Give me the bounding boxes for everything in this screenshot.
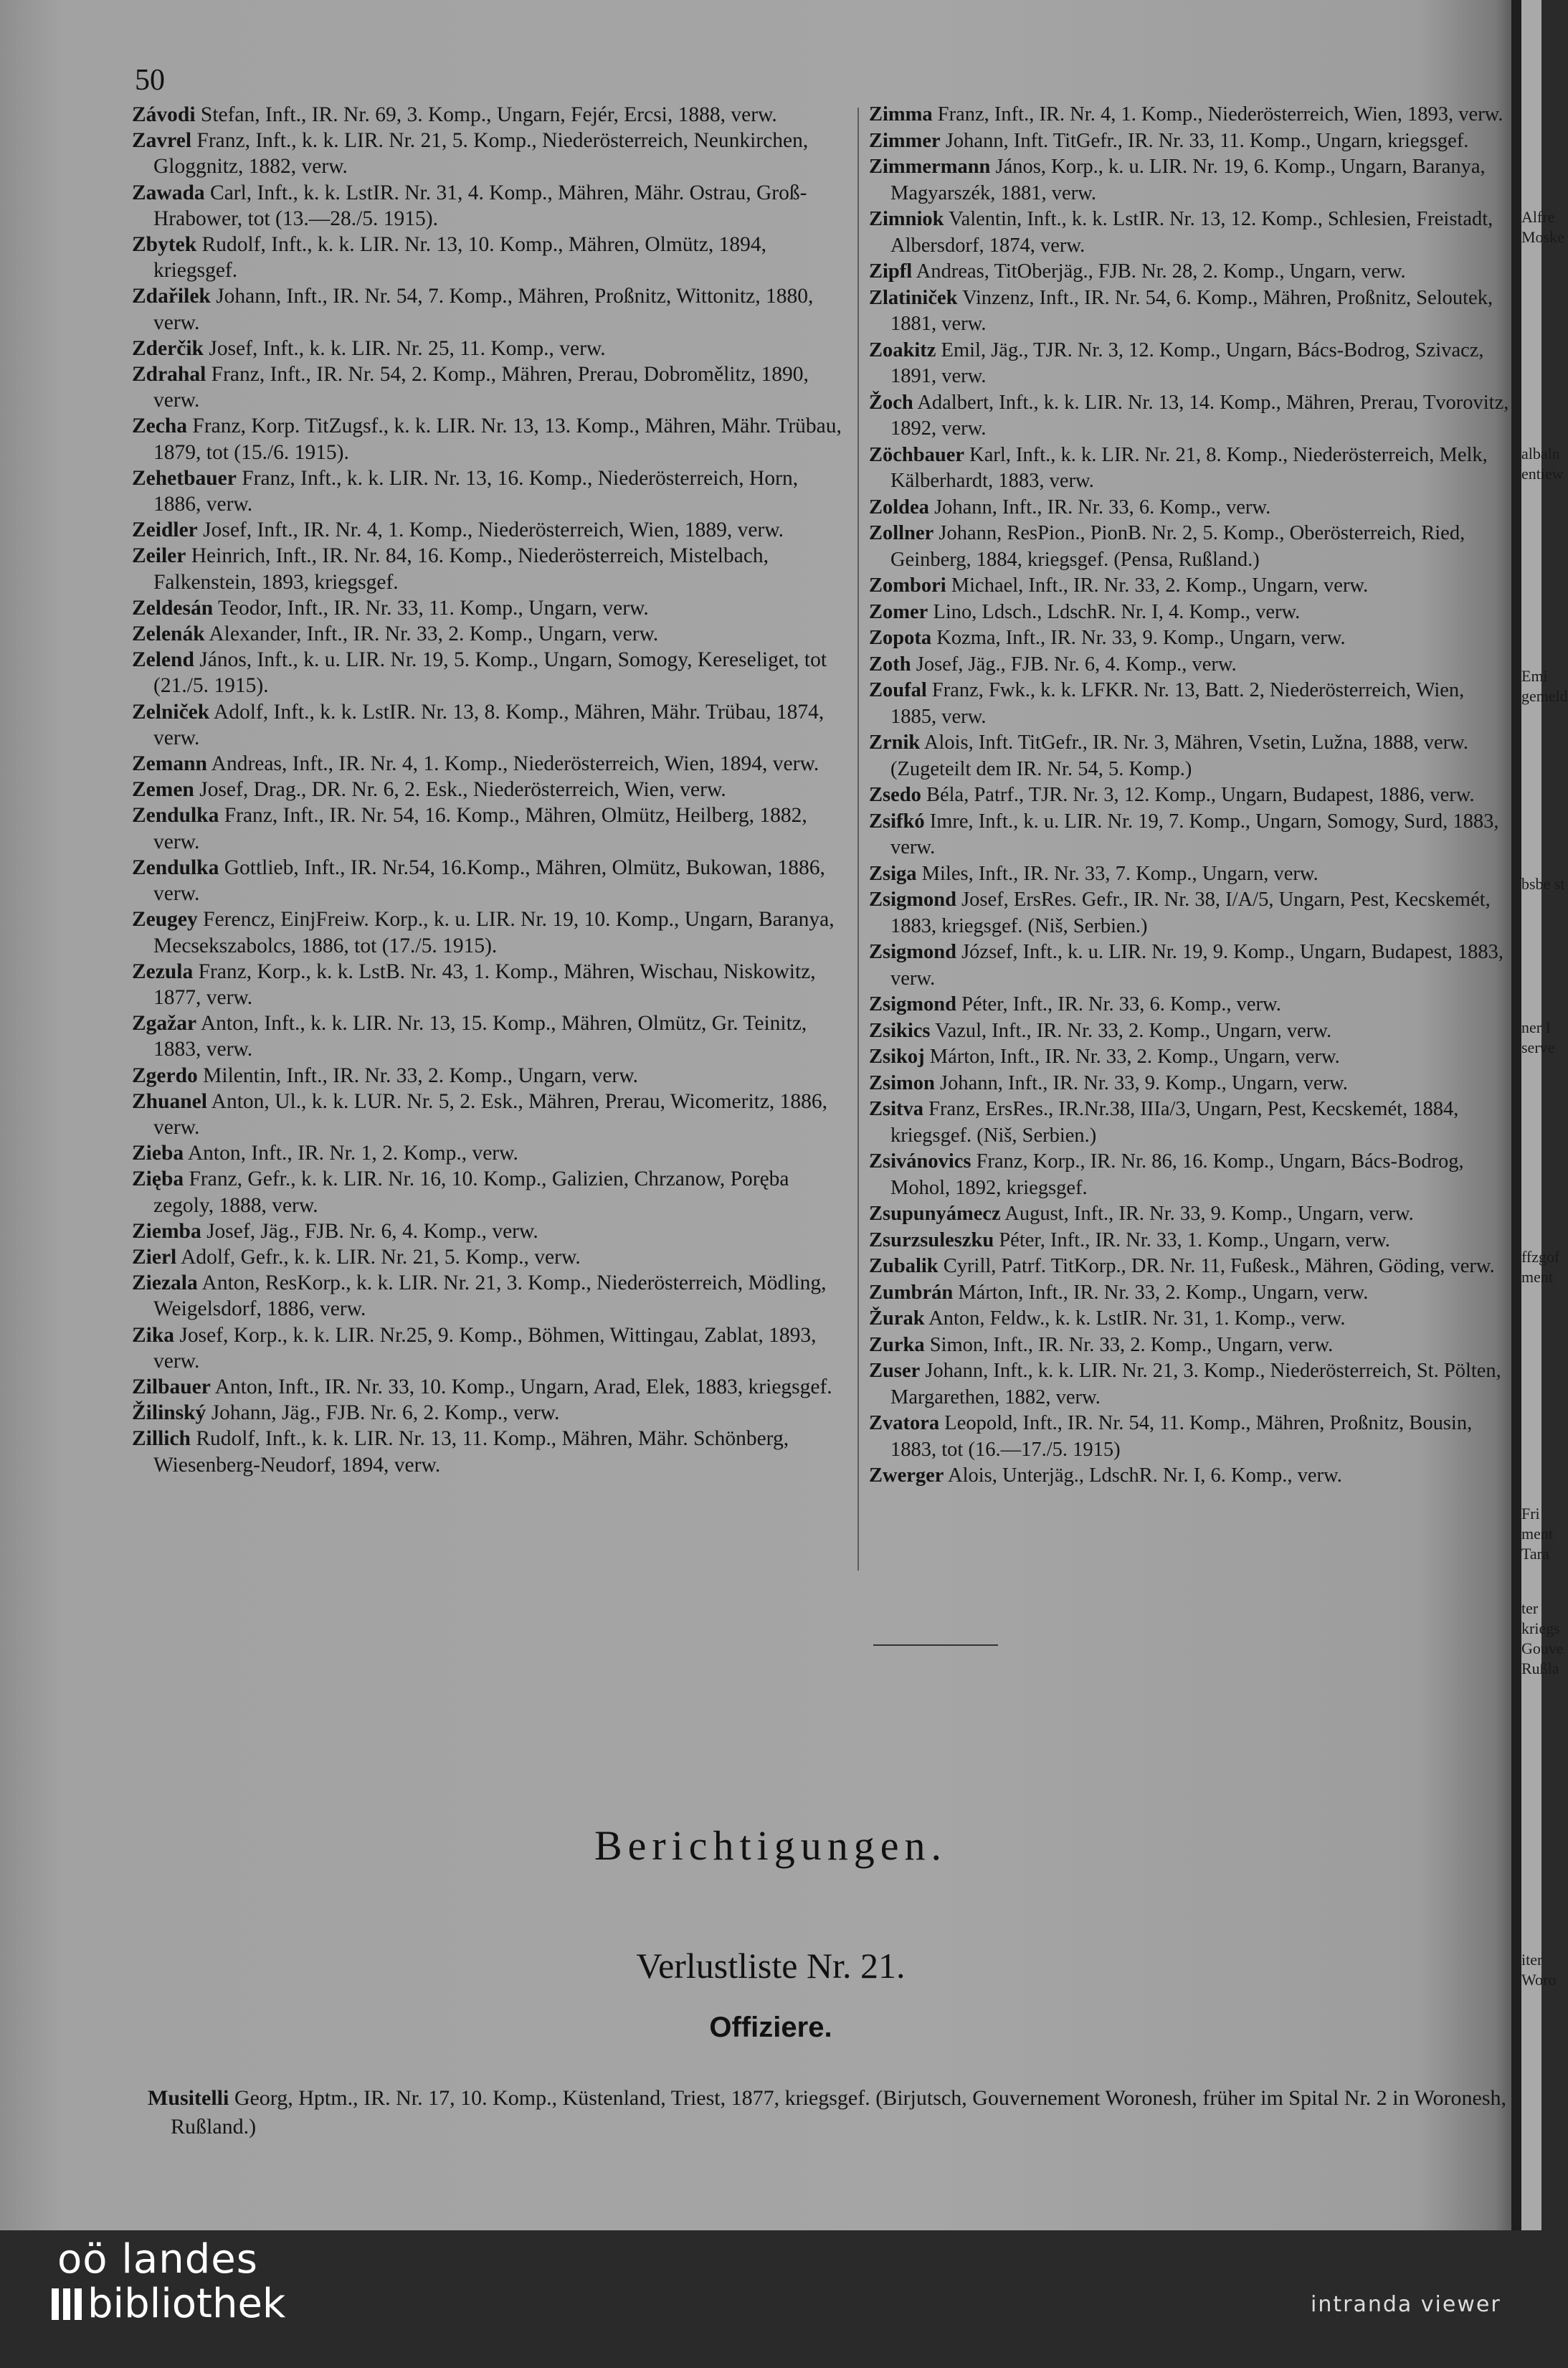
- entry-details: János, Korp., k. u. LIR. Nr. 19, 6. Komp., Ungarn, Baranya, Magyarszék, 1881, verw.: [890, 156, 1486, 204]
- casualty-entry: [132, 180, 849, 232]
- casualty-entry: [132, 1374, 849, 1400]
- entry-surname: Zavrel: [132, 129, 192, 153]
- adjacent-page-text-fragment: bsbe st: [1521, 875, 1565, 893]
- entry-surname: Zillich: [132, 1427, 191, 1451]
- casualty-entry: [869, 652, 1514, 678]
- entry-surname: Zeiler: [132, 544, 186, 568]
- adjacent-page-text-fragment: albaln: [1521, 445, 1560, 463]
- casualty-entry: [869, 1071, 1514, 1097]
- entry-details: Adolf, Gefr., k. k. LIR. Nr. 21, 5. Komp., verw.: [176, 1245, 581, 1269]
- adjacent-page-text-fragment: ter: [1521, 1599, 1539, 1617]
- adjacent-page-text-fragment: ment: [1521, 1525, 1553, 1543]
- entry-surname: Zderčik: [132, 336, 204, 360]
- entry-details: Ferencz, EinjFreiw. Korp., k. u. LIR. Nr. 19, 10. Komp., Ungarn, Baranya, Mecsekszabolcs, 1886, tot (17./5. 1915).: [153, 908, 835, 957]
- adjacent-page-text-fragment: serve: [1521, 1038, 1555, 1056]
- adjacent-page-text-fragment: ffzgof: [1521, 1248, 1560, 1266]
- page-number: 50: [135, 64, 165, 97]
- book-spine-gutter: [1511, 0, 1521, 2230]
- logo-bars-icon: [52, 2288, 82, 2320]
- entry-surname: Zemen: [132, 778, 194, 802]
- entry-surname: Zeidler: [132, 518, 198, 542]
- entry-surname: Zsedo: [869, 784, 921, 806]
- entry-details: Heinrich, Inft., IR. Nr. 84, 16. Komp., Niederösterreich, Mistelbach, Falkenstein, 1893, kriegsgef.: [153, 544, 769, 594]
- entry-surname: Zsivánovics: [869, 1150, 971, 1173]
- entry-surname: Zeldesán: [132, 596, 214, 620]
- casualty-entry: [132, 1218, 849, 1244]
- entry-surname: Zuser: [869, 1360, 921, 1382]
- casualty-entry: [132, 1426, 849, 1477]
- entry-details: Anton, Feldw., k. k. LstIR. Nr. 31, 1. Komp., verw.: [924, 1307, 1346, 1330]
- list-title: Verlustliste Nr. 21.: [636, 1946, 906, 1986]
- entry-surname: Zoth: [869, 653, 911, 676]
- casualty-entry: [132, 1010, 849, 1062]
- casualty-entry: [869, 521, 1514, 573]
- logo-line-2-row: [52, 2282, 285, 2326]
- entry-details: Valentin, Inft., k. k. LstIR. Nr. 13, 12. Komp., Schlesien, Freistadt, Albersdorf, 1874, verw.: [890, 208, 1493, 257]
- casualty-entry: [132, 413, 849, 465]
- casualty-entry: [132, 361, 849, 413]
- casualty-entry: [869, 992, 1514, 1018]
- casualty-entry: [132, 647, 849, 698]
- entry-details: Johann, Inft., IR. Nr. 33, 9. Komp., Ungarn, verw.: [934, 1071, 1348, 1094]
- casualty-entry: [132, 621, 849, 647]
- casualty-entry: [869, 678, 1514, 730]
- entry-details: Adolf, Inft., k. k. LstIR. Nr. 13, 8. Komp., Mähren, Mähr. Trübau, 1874, verw.: [153, 700, 825, 749]
- adjacent-page-text-fragment: kriegs: [1521, 1619, 1560, 1637]
- entry-details: Josef, ErsRes. Gefr., IR. Nr. 38, I/A/5, Ungarn, Pest, Kecskemét, 1883, kriegsgef. (Niš, Serbien.): [890, 889, 1491, 937]
- casualty-entry: [869, 442, 1514, 495]
- casualty-entry: [869, 782, 1514, 809]
- entry-surname: Ziemba: [132, 1219, 201, 1243]
- casualty-entry: [132, 232, 849, 283]
- correction-entry: [148, 2084, 1533, 2141]
- entry-details: Alois, Inft. TitGefr., IR. Nr. 3, Mähren, Vsetin, Lužna, 1888, verw. (Zugeteilt dem IR. Nr. 54, 5. Komp.): [890, 731, 1468, 780]
- casualty-entry: [869, 1097, 1514, 1149]
- entry-surname: Zimma: [869, 103, 933, 125]
- casualty-entry: [132, 959, 849, 1010]
- casualty-entry: [132, 1140, 849, 1166]
- entry-details: Miles, Inft., IR. Nr. 33, 7. Komp., Ungarn, verw.: [916, 862, 1318, 885]
- entry-surname: Zika: [132, 1323, 175, 1347]
- entry-details: Márton, Inft., IR. Nr. 33, 2. Komp., Ungarn, verw.: [924, 1046, 1340, 1068]
- entry-details: Johann, Jäg., FJB. Nr. 6, 2. Komp., verw.: [206, 1401, 560, 1425]
- entry-surname: Zeugey: [132, 908, 198, 932]
- casualty-entry: [132, 802, 849, 854]
- entry-surname: Zelend: [132, 648, 194, 672]
- entry-details: József, Inft., k. u. LIR. Nr. 19, 9. Komp., Ungarn, Budapest, 1883, verw.: [890, 941, 1504, 990]
- entry-surname: Zilbauer: [132, 1375, 211, 1398]
- entry-surname: Zsigmond: [869, 941, 956, 963]
- entry-details: Anton, Inft., k. k. LIR. Nr. 13, 15. Komp., Mähren, Olmütz, Gr. Teinitz, 1883, verw.: [153, 1012, 807, 1061]
- entry-surname: Zlatiniček: [869, 286, 958, 309]
- entry-details: Anton, Inft., IR. Nr. 1, 2. Komp., verw.: [184, 1142, 518, 1165]
- entry-surname: Zecha: [132, 415, 188, 438]
- entry-surname: Zbytek: [132, 233, 197, 257]
- entry-details: Karl, Inft., k. k. LIR. Nr. 21, 8. Komp., Niederösterreich, Melk, Kälberhardt, 1883, verw.: [890, 443, 1488, 492]
- adjacent-page-text-fragment: gemeld: [1521, 687, 1568, 705]
- entry-details: Franz, Inft., IR. Nr. 54, 16. Komp., Mähren, Olmütz, Heilberg, 1882, verw.: [153, 804, 807, 853]
- casualty-entry: [869, 939, 1514, 992]
- entry-details: Franz, Inft., k. k. LIR. Nr. 21, 5. Komp., Niederösterreich, Neunkirchen, Gloggnitz, 1882, verw.: [153, 129, 809, 179]
- casualty-entry: [869, 861, 1514, 888]
- entry-surname: Zsikoj: [869, 1046, 925, 1068]
- casualty-entry: [132, 699, 849, 751]
- casualty-entry: [132, 906, 849, 958]
- entry-details: Josef, Inft., IR. Nr. 4, 1. Komp., Niederösterreich, Wien, 1889, verw.: [197, 518, 784, 542]
- group-heading: Offiziere.: [709, 2012, 832, 2043]
- entry-surname: Zsupunyámecz: [869, 1203, 1001, 1225]
- entry-surname: Zoufal: [869, 679, 927, 701]
- adjacent-page-text-fragment: Alfre: [1521, 208, 1555, 226]
- casualty-entry: [132, 751, 849, 777]
- casualty-entry: [132, 1166, 849, 1218]
- entry-surname: Zhuanel: [132, 1089, 207, 1113]
- entry-surname: Ziezala: [132, 1271, 198, 1295]
- entry-details: Alois, Unterjäg., LdschR. Nr. I, 6. Komp., verw.: [944, 1464, 1342, 1487]
- entry-details: Franz, Korp., k. k. LstB. Nr. 43, 1. Komp., Mähren, Wischau, Niskowitz, 1877, verw.: [153, 960, 816, 1009]
- entry-details: Franz, ErsRes., IR.Nr.38, IIIa/3, Ungarn, Pest, Kecskemét, 1884, kriegsgef. (Niš, Serbien.): [890, 1098, 1459, 1147]
- entry-details: Andreas, TitOberjäg., FJB. Nr. 28, 2. Komp., Ungarn, verw.: [912, 260, 1406, 283]
- entry-surname: Zięba: [132, 1168, 184, 1191]
- adjacent-page-text-fragment: Rußla: [1521, 1659, 1559, 1677]
- adjacent-page-text-fragment: ment: [1521, 1268, 1553, 1286]
- entry-details: Adalbert, Inft., k. k. LIR. Nr. 13, 14. Komp., Mähren, Prerau, Tvorovitz, 1892, verw.: [890, 391, 1509, 440]
- entry-surname: Zurka: [869, 1333, 925, 1356]
- casualty-entry: [869, 1332, 1514, 1359]
- entry-surname: Zrnik: [869, 731, 921, 754]
- entry-surname: Zöchbauer: [869, 443, 965, 466]
- entry-surname: Zsiga: [869, 862, 917, 885]
- casualty-entry: [132, 336, 849, 361]
- casualty-entry: [132, 1270, 849, 1322]
- entry-surname: Zelniček: [132, 700, 210, 724]
- entry-surname: Zipfl: [869, 260, 913, 283]
- casualty-entry: [869, 154, 1514, 207]
- casualty-entry: [869, 1018, 1514, 1045]
- entry-details: Kozma, Inft., IR. Nr. 33, 9. Komp., Ungarn, verw.: [931, 627, 1346, 649]
- adjacent-page-text-fragment: Tara: [1521, 1545, 1549, 1563]
- adjacent-page-text-fragment: Woro: [1521, 1971, 1557, 1989]
- entry-details: Josef, Korp., k. k. LIR. Nr.25, 9. Komp., Böhmen, Wittingau, Zablat, 1893, verw.: [153, 1323, 817, 1373]
- casualty-entry: [869, 1254, 1514, 1280]
- entry-details: Georg, Hptm., IR. Nr. 17, 10. Komp., Küstenland, Triest, 1877, kriegsgef. (Birjutsch, Gouvernement Woronesh, früher im Spital Nr. 2 in Woronesh, Rußland.): [171, 2086, 1506, 2139]
- casualty-entry: [869, 1149, 1514, 1201]
- entry-details: Béla, Patrf., TJR. Nr. 3, 12. Komp., Ungarn, Budapest, 1886, verw.: [921, 784, 1475, 806]
- casualty-entry: [869, 573, 1514, 600]
- casualty-entry: [869, 600, 1514, 626]
- entry-surname: Zoldea: [869, 496, 929, 518]
- entry-surname: Zawada: [132, 181, 205, 204]
- entry-details: Leopold, Inft., IR. Nr. 54, 11. Komp., Mähren, Proßnitz, Bousin, 1883, tot (16.—17./5. 1915): [890, 1412, 1473, 1461]
- entry-surname: Zsigmond: [869, 889, 956, 911]
- casualty-entry: [132, 595, 849, 621]
- entry-details: August, Inft., IR. Nr. 33, 9. Komp., Ungarn, verw.: [1000, 1203, 1414, 1225]
- entry-details: Josef, Jäg., FJB. Nr. 6, 4. Komp., verw.: [911, 653, 1237, 676]
- entry-details: Josef, Inft., k. k. LIR. Nr. 25, 11. Komp., verw.: [203, 336, 606, 360]
- entry-details: Milentin, Inft., IR. Nr. 33, 2. Komp., Ungarn, verw.: [197, 1064, 639, 1087]
- entry-surname: Zehetbauer: [132, 466, 237, 490]
- casualty-entry: [132, 1089, 849, 1140]
- casualty-entry: [869, 1306, 1514, 1332]
- entry-surname: Zierl: [132, 1245, 177, 1269]
- adjacent-page-text-fragment: entiew: [1521, 465, 1564, 483]
- casualty-entry: [132, 517, 849, 543]
- entry-details: Josef, Jäg., FJB. Nr. 6, 4. Komp., verw.: [201, 1219, 538, 1243]
- entry-surname: Zsurzsuleszku: [869, 1228, 994, 1251]
- entry-surname: Zelenák: [132, 622, 205, 646]
- entry-details: Anton, ResKorp., k. k. LIR. Nr. 21, 3. Komp., Niederösterreich, Mödling, Weigelsdorf, 1886, verw.: [153, 1271, 827, 1321]
- casualty-entry: [869, 625, 1514, 652]
- entry-surname: Zendulka: [132, 804, 219, 828]
- entry-surname: Zvatora: [869, 1412, 940, 1434]
- casualty-entry: [132, 1400, 849, 1426]
- entry-details: Johann, Inft., IR. Nr. 33, 6. Komp., verw.: [928, 496, 1271, 518]
- adjacent-page-text-fragment: Moske: [1521, 228, 1564, 246]
- casualty-entry: [132, 128, 849, 179]
- entry-details: Johann, Inft., k. k. LIR. Nr. 21, 3. Komp., Niederösterreich, St. Pölten, Margarethen, 1882, verw.: [890, 1360, 1501, 1408]
- entry-details: Carl, Inft., k. k. LstIR. Nr. 31, 4. Komp., Mähren, Mähr. Ostrau, Groß-Hrabower, tot (13.—28./5. 1915).: [153, 181, 807, 230]
- casualty-list-left-column: [132, 102, 849, 1478]
- entry-details: Simon, Inft., IR. Nr. 33, 2. Komp., Ungarn, verw.: [924, 1333, 1334, 1356]
- casualty-entry: [869, 259, 1514, 285]
- entry-details: Franz, Korp. TitZugsf., k. k. LIR. Nr. 13, 13. Komp., Mähren, Mähr. Trübau, 1879, tot (15./6. 1915).: [153, 415, 842, 464]
- entry-details: Franz, Gefr., k. k. LIR. Nr. 16, 10. Komp., Galizien, Chrzanow, Poręba zegoly, 1888, verw.: [153, 1168, 789, 1217]
- entry-surname: Zopota: [869, 627, 932, 649]
- entry-surname: Žurak: [869, 1307, 925, 1330]
- adjacent-page-text-fragment: Emi: [1521, 667, 1548, 685]
- casualty-entry: [869, 1228, 1514, 1254]
- entry-surname: Zezula: [132, 960, 194, 983]
- entry-details: Franz, Korp., IR. Nr. 86, 16. Komp., Ungarn, Bács-Bodrog, Mohol, 1892, kriegsgef.: [890, 1150, 1464, 1199]
- logo-line-2: bibliothek: [87, 2281, 286, 2327]
- entry-surname: Zsikics: [869, 1019, 931, 1042]
- casualty-entry: [132, 543, 849, 595]
- viewer-brand-label: intranda viewer: [1311, 2292, 1501, 2317]
- entry-details: Emil, Jäg., TJR. Nr. 3, 12. Komp., Ungarn, Bács-Bodrog, Szivacz, 1891, verw.: [890, 338, 1484, 387]
- casualty-entry: [869, 285, 1514, 338]
- casualty-entry: [132, 1322, 849, 1374]
- entry-surname: Zoakitz: [869, 338, 936, 361]
- adjacent-page-text-fragment: iter: [1521, 1951, 1543, 1969]
- entry-details: Franz, Inft., k. k. LIR. Nr. 13, 16. Komp., Niederösterreich, Horn, 1886, verw.: [153, 466, 799, 516]
- casualty-entry: [869, 1044, 1514, 1071]
- entry-details: Imre, Inft., k. u. LIR. Nr. 19, 7. Komp., Ungarn, Somogy, Surd, 1883, verw.: [890, 810, 1499, 858]
- casualty-entry: [869, 887, 1514, 939]
- entry-details: Johann, Inft. TitGefr., IR. Nr. 33, 11. Komp., Ungarn, kriegsgef.: [940, 129, 1469, 152]
- logo-line-1: oö landes: [57, 2236, 258, 2283]
- adjacent-page-text-fragment: ner I: [1521, 1018, 1551, 1036]
- entry-details: Márton, Inft., IR. Nr. 33, 2. Komp., Ungarn, verw.: [953, 1281, 1369, 1304]
- casualty-entry: [869, 1411, 1514, 1463]
- entry-details: Vazul, Inft., IR. Nr. 33, 2. Komp., Ungarn, verw.: [930, 1019, 1332, 1042]
- entry-details: Franz, Inft., IR. Nr. 4, 1. Komp., Niederösterreich, Wien, 1893, verw.: [932, 103, 1503, 125]
- casualty-entry: [132, 102, 849, 128]
- entry-surname: Žoch: [869, 391, 913, 414]
- casualty-entry: [869, 102, 1514, 128]
- casualty-entry: [869, 1201, 1514, 1228]
- entry-details: Péter, Inft., IR. Nr. 33, 1. Komp., Ungarn, verw.: [994, 1228, 1390, 1251]
- entry-surname: Zdařilek: [132, 285, 211, 308]
- entry-details: Andreas, Inft., IR. Nr. 4, 1. Komp., Niederösterreich, Wien, 1894, verw.: [206, 752, 819, 776]
- entry-surname: Zsifkó: [869, 810, 925, 833]
- casualty-entry: [869, 128, 1514, 155]
- entry-details: Anton, Inft., IR. Nr. 33, 10. Komp., Ungarn, Arad, Elek, 1883, kriegsgef.: [210, 1375, 832, 1398]
- casualty-entry: [869, 1358, 1514, 1411]
- entry-surname: Zubalik: [869, 1255, 939, 1277]
- entry-surname: Zemann: [132, 752, 207, 776]
- casualty-entry: [132, 465, 849, 517]
- entry-details: Vinzenz, Inft., IR. Nr. 54, 6. Komp., Mähren, Proßnitz, Seloutek, 1881, verw.: [890, 286, 1493, 335]
- entry-surname: Zombori: [869, 574, 946, 597]
- entry-surname: Zollner: [869, 522, 934, 544]
- entry-surname: Zsimon: [869, 1071, 935, 1094]
- entry-surname: Zgažar: [132, 1012, 197, 1036]
- entry-surname: Žilinský: [132, 1401, 206, 1425]
- casualty-entry: [132, 777, 849, 802]
- casualty-entry: [132, 283, 849, 335]
- entry-surname: Zimmermann: [869, 156, 991, 178]
- entry-details: Alexander, Inft., IR. Nr. 33, 2. Komp., Ungarn, verw.: [204, 622, 659, 646]
- casualty-entry: [869, 390, 1514, 442]
- entry-details: János, Inft., k. u. LIR. Nr. 19, 5. Komp., Ungarn, Somogy, Kereseliget, tot (21./5. 1915).: [153, 648, 827, 698]
- column-divider: [857, 108, 859, 1571]
- casualty-entry: [869, 207, 1514, 259]
- entry-surname: Zimniok: [869, 208, 944, 230]
- entry-details: Johann, Inft., IR. Nr. 54, 7. Komp., Mähren, Proßnitz, Wittonitz, 1880, verw.: [153, 285, 814, 334]
- casualty-list-right-column: [869, 102, 1514, 1490]
- entry-surname: Zwerger: [869, 1464, 944, 1487]
- library-logo: [52, 2237, 285, 2326]
- entry-surname: Musitelli: [148, 2086, 229, 2110]
- section-title: Berichtigungen.: [594, 1822, 948, 1869]
- entry-surname: Zendulka: [132, 856, 219, 879]
- entry-details: Johann, ResPion., PionB. Nr. 2, 5. Komp., Oberösterreich, Ried, Geinberg, 1884, kriegsgef. (Pensa, Rußland.): [890, 522, 1465, 571]
- casualty-entry: [132, 1063, 849, 1089]
- casualty-entry: [869, 1463, 1514, 1490]
- adjacent-page-text-fragment: Fri: [1521, 1505, 1540, 1522]
- entry-surname: Závodi: [132, 103, 196, 126]
- entry-details: Teodor, Inft., IR. Nr. 33, 11. Komp., Ungarn, verw.: [213, 596, 649, 620]
- entry-details: Rudolf, Inft., k. k. LIR. Nr. 13, 10. Komp., Mähren, Olmütz, 1894, kriegsgef.: [153, 233, 766, 283]
- section-separator-rule: [873, 1644, 998, 1646]
- casualty-entry: [869, 730, 1514, 782]
- entry-surname: Zomer: [869, 600, 928, 623]
- adjacent-page-edge: [1521, 0, 1568, 2230]
- entry-surname: Zdrahal: [132, 363, 206, 387]
- entry-surname: Zsigmond: [869, 993, 956, 1015]
- entry-details: Franz, Fwk., k. k. LFKR. Nr. 13, Batt. 2, Niederösterreich, Wien, 1885, verw.: [890, 679, 1465, 728]
- casualty-entry: [132, 1244, 849, 1270]
- casualty-entry: [869, 338, 1514, 390]
- entry-details: Michael, Inft., IR. Nr. 33, 2. Komp., Ungarn, verw.: [946, 574, 1369, 597]
- entry-details: Anton, Ul., k. k. LUR. Nr. 5, 2. Esk., Mähren, Prerau, Wicomeritz, 1886, verw.: [153, 1089, 828, 1139]
- entry-surname: Zgerdo: [132, 1064, 198, 1087]
- entry-details: Cyrill, Patrf. TitKorp., DR. Nr. 11, Fußesk., Mähren, Göding, verw.: [938, 1255, 1495, 1277]
- adjacent-page-text-fragment: Gouve: [1521, 1639, 1564, 1657]
- entry-details: Péter, Inft., IR. Nr. 33, 6. Komp., verw.: [956, 993, 1281, 1015]
- casualty-entry: [869, 1280, 1514, 1307]
- entry-surname: Zsitva: [869, 1098, 924, 1120]
- entry-details: Lino, Ldsch., LdschR. Nr. I, 4. Komp., verw.: [928, 600, 1301, 623]
- entry-surname: Zumbrán: [869, 1281, 954, 1304]
- entry-surname: Zieba: [132, 1142, 184, 1165]
- casualty-entry: [869, 495, 1514, 521]
- casualty-entry: [132, 855, 849, 906]
- entry-details: Rudolf, Inft., k. k. LIR. Nr. 13, 11. Komp., Mähren, Mähr. Schönberg, Wiesenberg-Neudorf, 1894, verw.: [153, 1427, 789, 1477]
- entry-details: Josef, Drag., DR. Nr. 6, 2. Esk., Niederösterreich, Wien, verw.: [194, 778, 726, 802]
- entry-details: Stefan, Inft., IR. Nr. 69, 3. Komp., Ungarn, Fejér, Ercsi, 1888, verw.: [195, 103, 777, 126]
- casualty-entry: [869, 809, 1514, 861]
- entry-details: Gottlieb, Inft., IR. Nr.54, 16.Komp., Mähren, Olmütz, Bukowan, 1886, verw.: [153, 856, 825, 906]
- entry-details: Franz, Inft., IR. Nr. 54, 2. Komp., Mähren, Prerau, Dobromělitz, 1890, verw.: [153, 363, 809, 412]
- entry-surname: Zimmer: [869, 129, 941, 152]
